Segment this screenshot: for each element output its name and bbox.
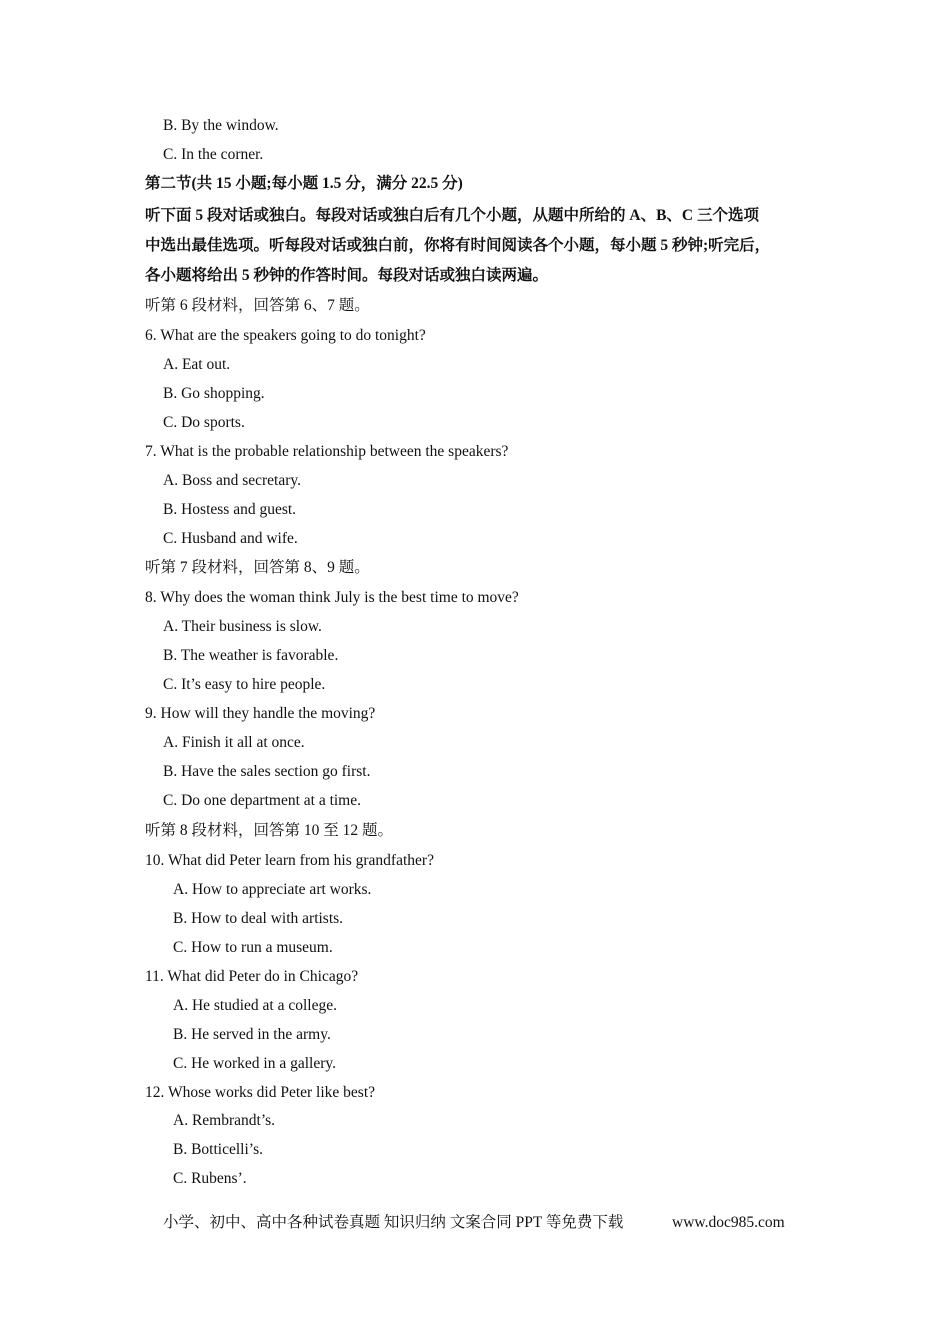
option-line: A. Rembrandt’s. [173, 1112, 276, 1129]
option-line: B. Hostess and guest. [163, 501, 297, 518]
option-line: B. Botticelli’s. [173, 1141, 263, 1158]
page-footer [163, 1213, 785, 1233]
option-line: B. By the window. [163, 117, 279, 134]
footer-url[interactable]: www.doc985.com [672, 1214, 785, 1231]
material-heading: 听第 7 段材料，回答第 8、9 题。 [145, 559, 370, 576]
option-line: B. Go shopping. [163, 385, 265, 402]
instruction-line: 听下面 5 段对话或独白。每段对话或独白后有几个小题，从题中所给的 A、B、C 三个选项 [145, 207, 759, 224]
option-line: A. Their business is slow. [163, 618, 322, 635]
option-line: B. He served in the army. [173, 1026, 331, 1043]
question: 9. How will they handle the moving? [145, 705, 376, 722]
question: 10. What did Peter learn from his grandfather? [145, 852, 434, 869]
footer-text: 小学、初中、高中各种试卷真题 知识归纳 文案合同 PPT 等免费下载 [163, 1214, 624, 1231]
option-line: C. In the corner. [163, 146, 264, 163]
question: 12. Whose works did Peter like best? [145, 1084, 376, 1101]
instruction-line: 各小题将给出 5 秒钟的作答时间。每段对话或独白读两遍。 [145, 267, 549, 284]
material-heading: 听第 6 段材料，回答第 6、7 题。 [145, 297, 370, 314]
question: 7. What is the probable relationship between the speakers? [145, 443, 509, 460]
option-line: A. How to appreciate art works. [173, 881, 372, 898]
option-line: B. How to deal with artists. [173, 910, 344, 927]
option-line: C. Husband and wife. [163, 530, 298, 547]
instruction-line: 中选出最佳选项。听每段对话或独白前，你将有时间阅读各个小题，每小题 5 秒钟;听完后， [145, 237, 771, 254]
material-heading: 听第 8 段材料，回答第 10 至 12 题。 [145, 822, 394, 839]
option-line: A. Finish it all at once. [163, 734, 305, 751]
option-line: C. Do sports. [163, 414, 245, 431]
option-line: B. Have the sales section go first. [163, 763, 371, 780]
option-line: C. Rubens’. [173, 1170, 247, 1187]
option-line: A. He studied at a college. [173, 997, 337, 1014]
option-line: C. Do one department at a time. [163, 792, 361, 809]
question: 8. Why does the woman think July is the best time to move? [145, 589, 519, 606]
option-line: B. The weather is favorable. [163, 647, 339, 664]
option-line: C. It’s easy to hire people. [163, 676, 326, 693]
option-line: C. How to run a museum. [173, 939, 333, 956]
option-line: A. Eat out. [163, 356, 231, 373]
option-line: C. He worked in a gallery. [173, 1055, 336, 1072]
option-line: A. Boss and secretary. [163, 472, 302, 489]
question: 11. What did Peter do in Chicago? [145, 968, 359, 985]
question: 6. What are the speakers going to do tonight? [145, 327, 426, 344]
section-heading: 第二节(共 15 小题;每小题 1.5 分，满分 22.5 分) [145, 175, 463, 192]
